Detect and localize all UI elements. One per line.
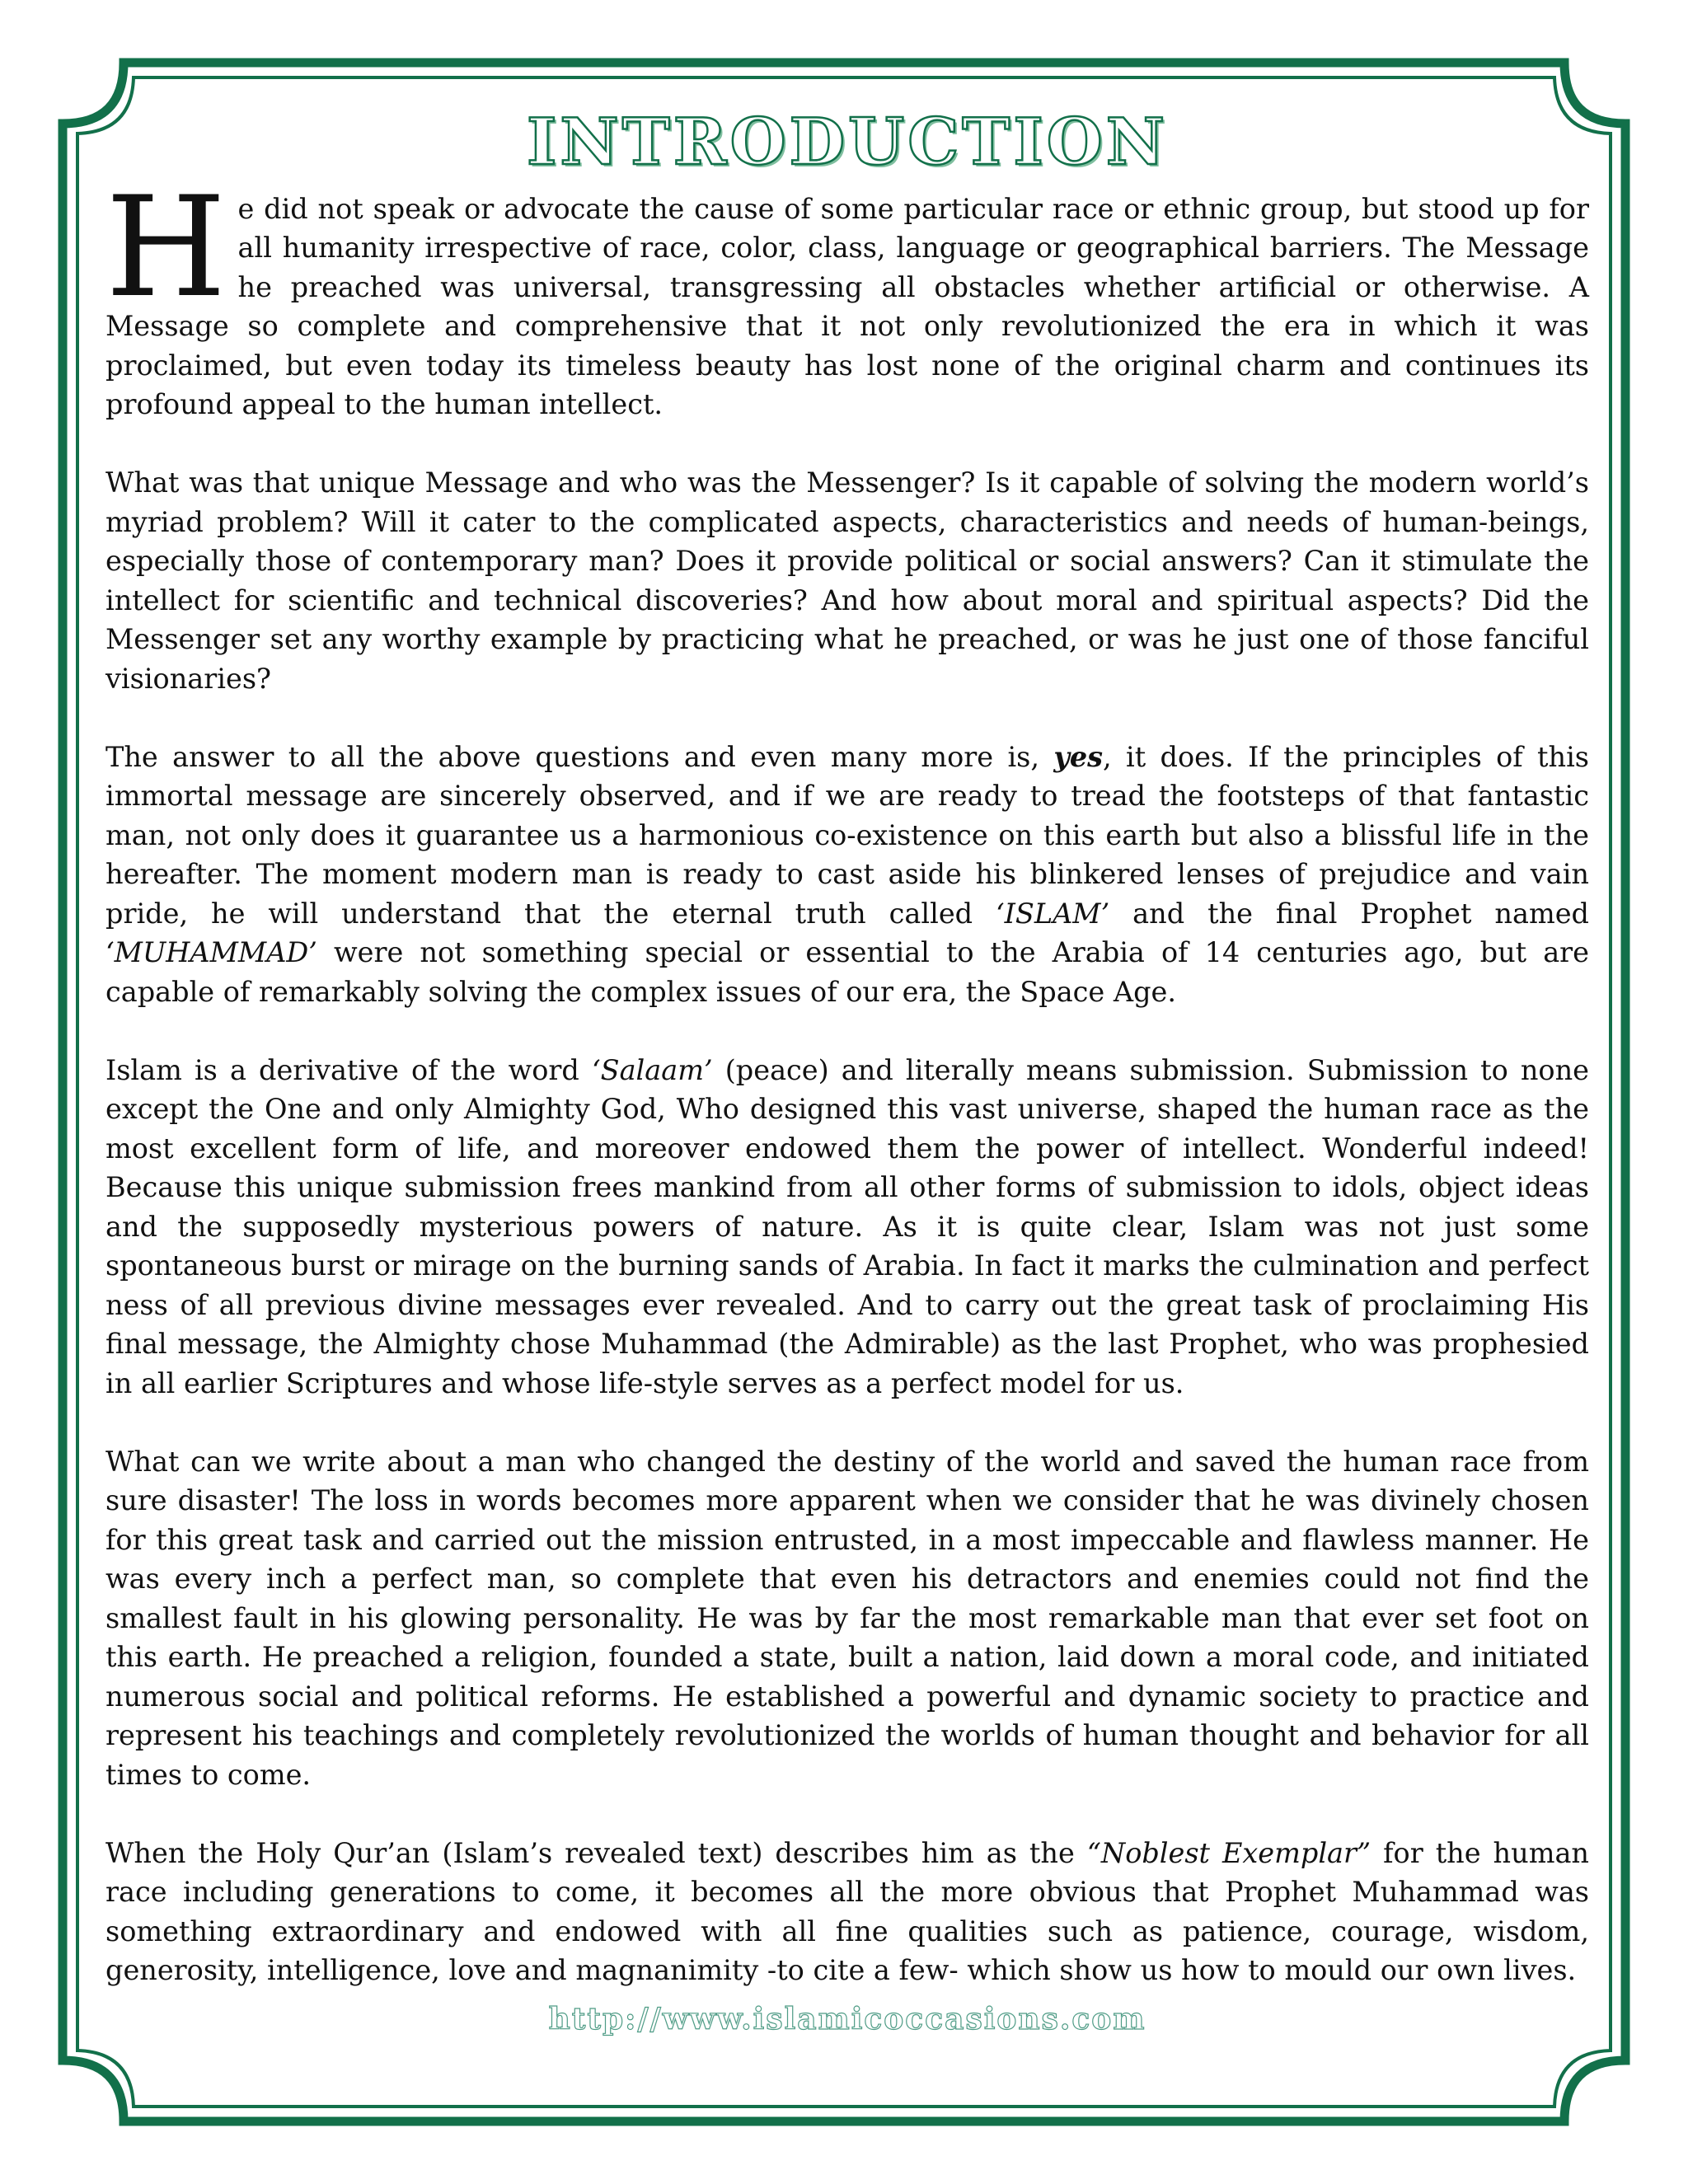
drop-cap: H <box>106 166 227 328</box>
emphasis-yes: yes <box>1053 740 1103 773</box>
paragraph-6-part-b: for the human race including generations to come, it becomes all the more obvious that Prophet Muhammad was something extraordinary and endowed with all fine qualities such as patience, courage, wisdom, generosity, intelligence, love and magnanimity -to cite a few- which show us how to mould our own lives. <box>106 1836 1590 1987</box>
paragraph-5: What can we write about a man who changed the destiny of the world and saved the human race from sure disaster! The loss in words becomes more apparent when we consider that he was divinely chosen for this great task and carried out the mission entrusted, in a most impeccable and flawless manner. He was every inch a perfect man, so complete that even his detractors and enemies could not find the smallest fault in his glowing personality. He was by far the most remarkable man that ever set foot on this earth. He preached a religion, founded a state, built a nation, laid down a moral code, and initiated numerous social and political reforms. He established a powerful and dynamic society to practice and represent his teachings and completely revolutionized the worlds of human thought and behavior for all times to come. <box>106 1445 1589 1791</box>
paragraph-4-part-a: Islam is a derivative of the word <box>106 1053 592 1086</box>
paragraph-6-part-a: When the Holy Qur’an (Islam’s revealed text) describes him as the <box>106 1836 1087 1869</box>
page-title: INTRODUCTION <box>526 105 1169 180</box>
paragraph-1-text: e did not speak or advocate the cause of some particular race or ethnic group, but stood up for all humanity irrespective of race, color, class, language or geographical barriers. The Message he preached was universal, transgressing all obstacles whether artificial or otherwise. A Message so complete and comprehensive that it not only revolutionized the era in which it was proclaimed, but even today its timeless beauty has lost none of the original charm and continues its profound appeal to the human intellect. <box>106 192 1589 421</box>
emphasis-salaam: ‘Salaam’ <box>591 1053 713 1086</box>
paragraph-3-part-b: , it does. If the principles of this immortal message are sincerely observed, and if we are ready to tread the footsteps of that fantastic man, not only does it guarantee us a harmonious co-existence on this earth but also a blissful life in the hereafter. The moment modern man is ready to cast aside his blinkered lenses of prejudice and vain pride, he will understand that the eternal truth called <box>106 740 1589 930</box>
emphasis-muhammad: ‘MUHAMMAD’ <box>106 936 317 969</box>
paragraph-6 <box>106 1834 1589 1990</box>
emphasis-noblest-exemplar: “Noblest Exemplar” <box>1086 1836 1372 1869</box>
paragraph-3 <box>106 738 1589 1012</box>
footer-url[interactable]: http://www.islamicoccasions.com <box>548 2002 1146 2036</box>
paragraph-3-part-c: and the final Prophet named <box>1109 897 1589 930</box>
paragraph-2: What was that unique Message and who was the Messenger? Is it capable of solving the modern world’s myriad problem? Will it cater to the complicated aspects, characteristics and needs of human-beings, especially those of contemporary man? Does it provide political or social answers? Can it stimulate the intellect for scientific and technical discoveries? And how about moral and spiritual aspects? Did the Messenger set any worthy example by practicing what he preached, or was he just one of those fanciful visionaries? <box>106 466 1589 695</box>
paragraph-4 <box>106 1051 1589 1404</box>
paragraph-3-part-d: were not something special or essential to the Arabia of 14 centuries ago, but are capable of remarkably solving the complex issues of our era, the Space Age. <box>106 936 1589 1008</box>
emphasis-islam: ‘ISLAM’ <box>996 897 1110 930</box>
paragraph-4-part-b: (peace) and literally means submission. Submission to none except the One and only Almighty God, Who designed this vast universe, shaped the human race as the most excellent form of life, and moreover endowed them the power of intellect. Wonderful indeed! Because this unique submission frees mankind from all other forms of submission to idols, object ideas and the supposedly mysterious powers of nature. As it is quite clear, Islam was not just some spontaneous burst or mirage on the burning sands of Arabia. In fact it marks the culmination and perfect ness of all previous divine messages ever revealed. And to carry out the great task of proclaiming His final message, the Almighty chose Muhammad (the Admirable) as the last Prophet, who was prophesied in all earlier Scriptures and whose life-style serves as a perfect model for us. <box>106 1053 1589 1399</box>
body-text <box>106 166 1590 1990</box>
paragraph-1 <box>106 166 1589 424</box>
page-content <box>106 105 1589 2067</box>
paragraph-3-part-a: The answer to all the above questions and even many more is, <box>106 740 1054 773</box>
